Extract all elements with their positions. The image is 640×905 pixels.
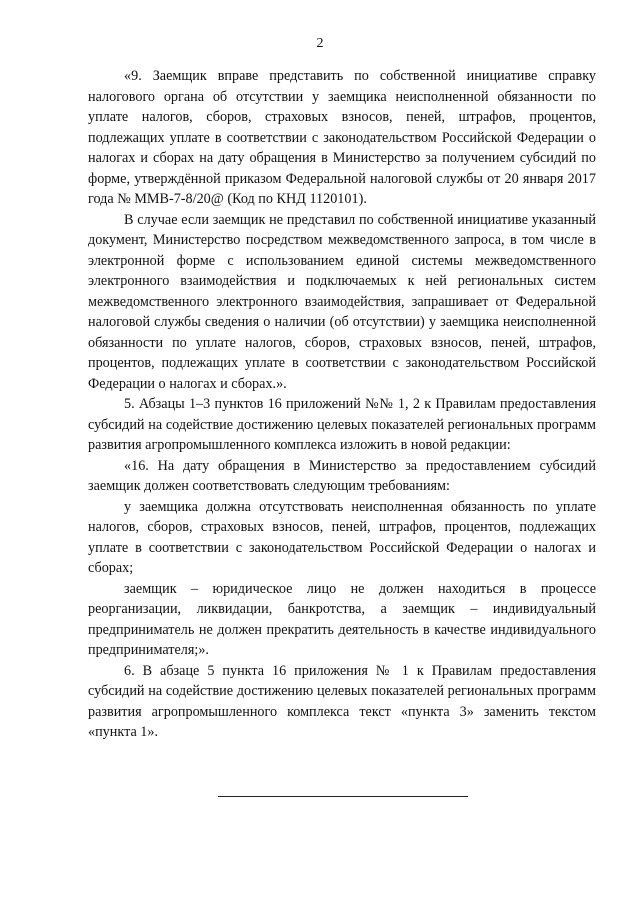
paragraph-item-5: 5. Абзацы 1–3 пунктов 16 приложений №№ 1, 2 к Правилам предоставления субсидий на содействие достижению целевых показателей региональных программ развития агропромышленного комплекса изложить в новой редакции:: [88, 396, 596, 453]
paragraph-reorganization: заемщик – юридическое лицо не должен находиться в процессе реорганизации, ликвидации, банкротства, а заемщик – индивидуальный предприниматель не должен прекратить деятельность в качестве индивидуального предпринимателя;».: [88, 580, 596, 658]
paragraph-interagency-request: В случае если заемщик не представил по собственной инициативе указанный документ, Министерство посредством межведомственного запроса, в том числе в электронной форме с использованием единой системы межведомственного электронного взаимодействия и подключаемых к ней региональных систем межведомственного электронного взаимодействия, запрашивает от Федеральной налоговой службы сведения о наличии (об отсутствии) у заемщика неисполненной обязанности по уплате налогов, сборов, страховых взносов, пеней, штрафов, процентов, подлежащих уплате в соответствии с законодательством Российской Федерации о налогах и сборах.».: [88, 211, 596, 392]
page-number: 2: [316, 36, 324, 51]
closing-separator-line: [218, 796, 468, 797]
paragraph-tax-obligation: у заемщика должна отсутствовать неисполненная обязанность по уплате налогов, сборов, страховых взносов, пеней, штрафов, процентов, подлежащих уплате в соответствии с законодательством Российской Федерации о налогах и сборах;: [88, 498, 596, 576]
paragraph-clause-16: «16. На дату обращения в Министерство за предоставлением субсидий заемщик должен соответствовать следующим требованиям:: [88, 457, 596, 494]
paragraph-item-6: 6. В абзаце 5 пункта 16 приложения № 1 к Правилам предоставления субсидий на содействие достижению целевых показателей региональных программ развития агропромышленного комплекса текст «пункта 3» заменить текстом «пункта 1».: [88, 662, 596, 740]
document-body: [88, 66, 596, 743]
paragraph-clause-9: «9. Заемщик вправе представить по собственной инициативе справку налогового органа об отсутствии у заемщика неисполненной обязанности по уплате налогов, сборов, страховых взносов, пеней, штрафов, процентов, подлежащих уплате в соответствии с законодательством Российской Федерации о налогах и сборах на дату обращения в Министерство за получением субсидий по форме, утверждённой приказом Федеральной налоговой службы от 20 января 2017 года № ММВ-7-8/20@ (Код по КНД 1120101).: [88, 68, 596, 207]
